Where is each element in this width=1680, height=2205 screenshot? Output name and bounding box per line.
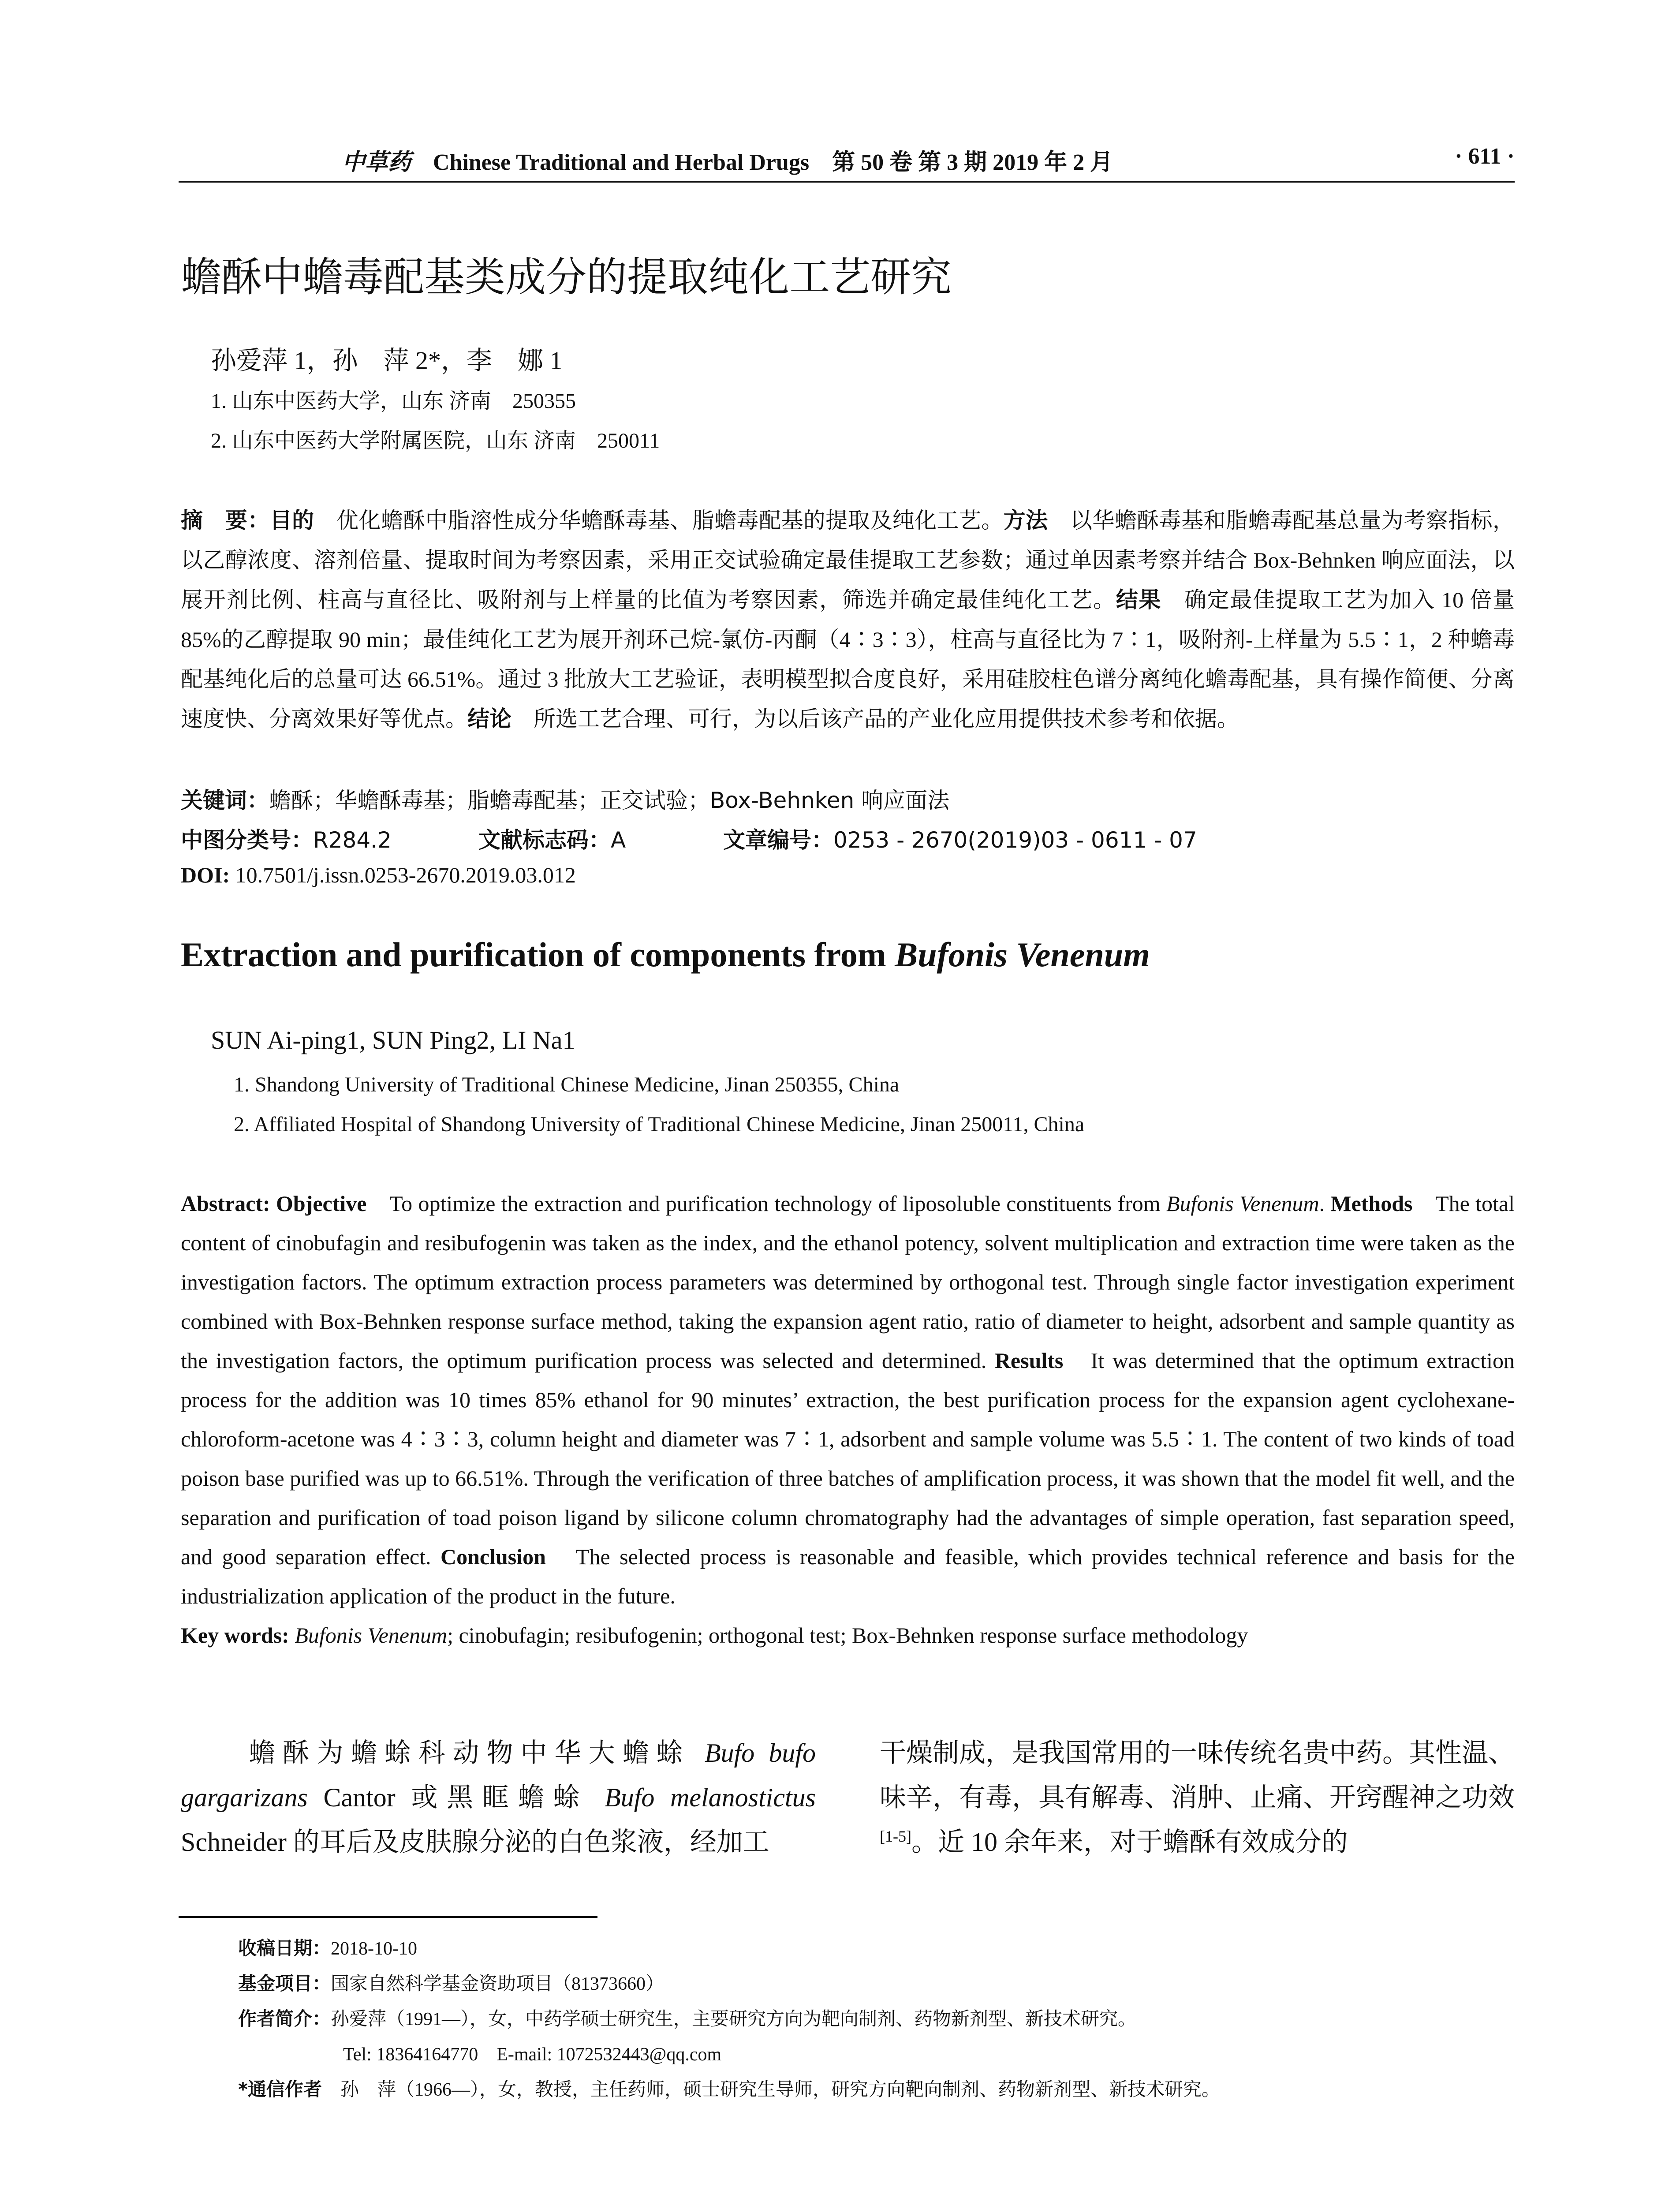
citation-ref: [1-5] (880, 1828, 911, 1845)
objective-italic-en: Bufonis Venenum (1166, 1191, 1319, 1216)
article-number (723, 822, 1197, 854)
objective-text-cn: 优化蟾酥中脂溶性成分华蟾酥毒基、脂蟾毒配基的提取及纯化工艺。 (314, 508, 1004, 533)
keywords-text-cn: 蟾酥；华蟾酥毒基；脂蟾毒配基；正交试验；Box-Behnken 响应面法 (269, 788, 950, 813)
footnote-divider (179, 1916, 597, 1918)
footnote-corresponding (238, 2075, 1220, 2101)
doi-label: DOI: (181, 863, 230, 887)
species-1: Bufo bufo gargarizans (181, 1738, 816, 1812)
chinese-title: 蟾酥中蟾毒配基类成分的提取纯化工艺研究 (181, 254, 952, 301)
footnote-contact: Tel: 18364164770 E-mail: 1072532443@qq.com (343, 2044, 722, 2065)
abstract-label-cn: 摘 要： (181, 508, 270, 533)
english-title (181, 935, 1150, 975)
body-left-e: Schneider 的耳后及皮肤腺分泌的白色浆液，经加工 (181, 1828, 769, 1857)
author-label: 作者简介： (238, 2008, 331, 2029)
chinese-authors: 孙爱萍 1，孙 萍 2*，李 娜 1 (211, 346, 563, 375)
methods-label-en: Methods (1330, 1191, 1413, 1216)
english-abstract (181, 1184, 1515, 1655)
article-value: 0253 - 2670(2019)03 - 0611 - 07 (833, 827, 1197, 853)
doi-value: 10.7501/j.issn.0253-2670.2019.03.012 (230, 863, 576, 887)
fund-label: 基金项目： (238, 1973, 331, 1994)
body-column-right (880, 1731, 1515, 1865)
footnote-received (238, 1934, 417, 1960)
chinese-abstract (181, 501, 1515, 739)
doccode-value: A (611, 827, 626, 853)
methods-text-en: The total content of cinobufagin and resibufogenin was taken as the index, and the ethanol potency, solvent multiplication and extraction time were taken as the investigation factors. The optimum extraction process parameters was determined by orthogonal test. Through single factor investigation experiment combined with Box-Behnken response surface method, taking the expansion agent ratio, ratio of diameter to height, adsorbent and sample quantity as the investigation factors, the optimum purification process was selected and determined. (181, 1191, 1515, 1373)
conclusion-label-cn: 结论 (467, 706, 511, 732)
corr-value: 孙 萍（1966—），女，教授，主任药师，硕士研究生导师，研究方向靶向制剂、药物新剂型、新技术研究。 (321, 2080, 1220, 2100)
english-title-italic: Bufonis Venenum (895, 935, 1150, 974)
doccode-label: 文献标志码： (478, 827, 611, 853)
running-header (176, 143, 1279, 179)
english-authors: SUN Ai-ping1, SUN Ping2, LI Na1 (211, 1026, 575, 1054)
page-number: · 611 · (1455, 144, 1515, 169)
received-label: 收稿日期： (238, 1937, 331, 1959)
journal-mark: 中草药 (342, 150, 411, 175)
keywords-text-en: ; cinobufagin; resibufogenin; orthogonal test; Box-Behnken response surface methodology (447, 1623, 1248, 1648)
body-left-a: 蟾酥为蟾蜍科动物中华大蟾蜍 (181, 1738, 705, 1768)
conclusion-label-en: Conclusion (440, 1544, 546, 1569)
objective-text-en: To optimize the extraction and purification technology of liposoluble constituents from (366, 1191, 1166, 1216)
footnote-fund (238, 1969, 664, 1996)
fund-value: 国家自然科学基金资助项目（81373660） (331, 1974, 665, 1994)
keywords-italic-en: Bufonis Venenum (289, 1623, 448, 1648)
results-text-cn: 确定最佳提取工艺为加入 10 倍量 85%的乙醇提取 90 min；最佳纯化工艺为展开剂环己烷-氯仿-丙酮（4∶3∶3），柱高与直径比为 7∶1，吸附剂-上样量为 5.5∶1，2 种蟾毒配基纯化后的总量可达 66.51%。通过 3 批放大工艺验证，表明模型拟合度良好，采用硅胶柱色谱分离纯化蟾毒配基，具有操作简便、分离速度快、分离效果好等优点。 (181, 587, 1515, 731)
class-label: 中图分类号： (181, 827, 313, 853)
body-right-b: 。近 10 余年来，对于蟾酥有效成分的 (911, 1828, 1348, 1857)
article-label: 文章编号： (723, 827, 833, 853)
keywords-cn (181, 783, 949, 815)
keywords-label-en: Key words: (181, 1623, 289, 1648)
corr-label: *通信作者 (238, 2078, 322, 2100)
journal-line: Chinese Traditional and Herbal Drugs 第 50 卷 第 3 期 2019 年 2 月 (433, 150, 1113, 175)
species-2: Bufo melanostictus (605, 1783, 816, 1812)
chinese-affiliation-1: 1. 山东中医药大学，山东 济南 250355 (211, 389, 576, 413)
objective-end-en: . (1319, 1191, 1325, 1216)
methods-text-cn: 以华蟾酥毒基和脂蟾毒配基总量为考察指标，以乙醇浓度、溶剂倍量、提取时间为考察因素，采用正交试验确定最佳提取工艺参数；通过单因素考察并结合 Box-Behnken 响应面法，以展开剂比例、柱高与直径比、吸附剂与上样量的比值为考察因素，筛选并确定最佳纯化工艺。 (181, 508, 1515, 612)
chinese-affiliation-2: 2. 山东中医药大学附属医院，山东 济南 250011 (211, 429, 660, 452)
body-column-left (181, 1731, 816, 1865)
footnote-author (238, 2004, 1136, 2031)
english-title-main: Extraction and purification of components from (181, 935, 895, 974)
document-code (478, 822, 626, 854)
abstract-label-en: Abstract: Objective (181, 1191, 367, 1216)
results-label-cn: 结果 (1116, 587, 1162, 613)
conclusion-text-en: The selected process is reasonable and feasible, which provides technical reference and basis for the industrialization application of the product in the future. (181, 1544, 1515, 1608)
body-right-a: 干燥制成，是我国常用的一味传统名贵中药。其性温、味辛，有毒，具有解毒、消肿、止痛、开窍醒神之功效 (880, 1738, 1515, 1812)
objective-label-cn: 目的 (269, 508, 314, 533)
conclusion-text-cn: 所选工艺合理、可行，为以后该产品的产业化应用提供技术参考和依据。 (511, 706, 1239, 731)
english-affiliation-1: 1. Shandong University of Traditional Chinese Medicine, Jinan 250355, China (234, 1073, 900, 1096)
body-left-c: Cantor 或黑眶蟾蜍 (307, 1783, 605, 1812)
author-value: 孙爱萍（1991—），女，中药学硕士研究生，主要研究方向为靶向制剂、药物新剂型、新技术研究。 (331, 2009, 1137, 2029)
doi-line (181, 862, 576, 888)
header-divider (179, 181, 1515, 183)
english-affiliation-2: 2. Affiliated Hospital of Shandong University of Traditional Chinese Medicine, Jinan 250011, China (234, 1113, 1085, 1136)
class-value: R284.2 (313, 827, 392, 853)
received-value: 2018-10-10 (331, 1939, 417, 1959)
methods-label-cn: 方法 (1003, 508, 1048, 533)
classification-line (181, 822, 392, 854)
keywords-label-cn: 关键词： (181, 788, 269, 813)
results-label-en: Results (994, 1348, 1064, 1373)
results-text-en: It was determined that the optimum extraction process for the addition was 10 times 85% ethanol for 90 minutes’ extraction, the best purification process for the expansion agent cyclohexane-chloroform-acetone was 4∶3∶3, column height and diameter was 7∶1, adsorbent and sample volume was 5.5∶1. The content of two kinds of toad poison base purified was up to 66.51%. Through the verification of three batches of amplification process, it was shown that the model fit well, and the separation and purification of toad poison ligand by silicone column chromatography had the advantages of simple operation, fast separation speed, and good separation effect. (181, 1348, 1515, 1569)
